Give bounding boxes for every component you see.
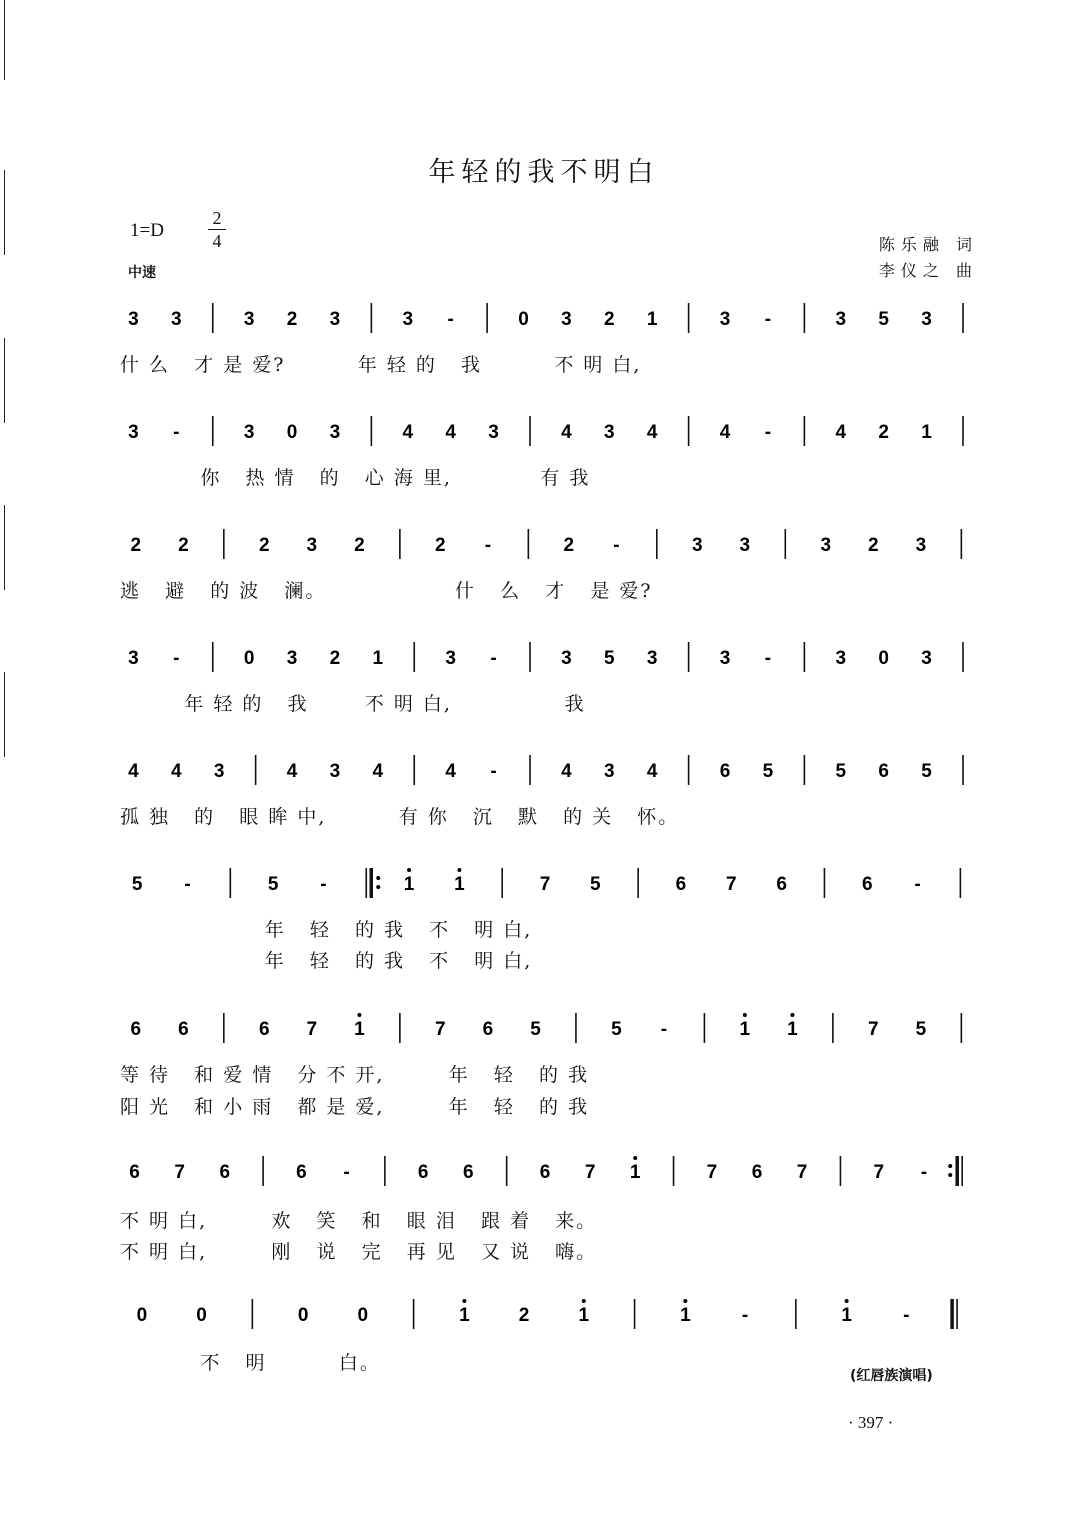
note: 1	[646, 309, 658, 330]
note: 2	[130, 535, 142, 556]
lyric-line: 你 热 情 的 心 海 里, 有 我	[120, 467, 591, 489]
note: -	[613, 535, 620, 556]
note: 3	[561, 648, 572, 669]
note: 3	[306, 535, 318, 556]
note: 6	[776, 874, 787, 895]
note: 4	[372, 761, 384, 782]
lyricist-credit: 陈乐融 词	[878, 235, 978, 254]
note: 0	[878, 648, 889, 669]
note: 4	[286, 761, 298, 782]
composer-credit: 李仪之 曲	[878, 261, 978, 280]
key-signature: 1=D	[130, 220, 164, 241]
high-octave-dot	[457, 868, 461, 872]
note: 3	[691, 535, 703, 556]
note: 1	[459, 1305, 470, 1326]
note: 0	[297, 1305, 309, 1326]
note: 2	[178, 535, 189, 556]
note: 4	[646, 761, 658, 782]
note: 2	[563, 535, 575, 556]
note: -	[764, 422, 772, 443]
note: 7	[306, 1019, 318, 1040]
high-octave-dot	[743, 1013, 747, 1017]
note: 1	[629, 1162, 641, 1183]
lyric-line: 年 轻 的 我 不 明 白, 我	[120, 693, 586, 715]
page-number: · 397 ·	[848, 1413, 894, 1432]
note: 4	[719, 422, 731, 443]
note: 3	[128, 648, 139, 669]
note: 5	[131, 874, 143, 895]
note: 3	[604, 761, 615, 782]
note: 4	[835, 422, 847, 443]
lyric-line: 逃 避 的 波 澜。 什 么 才 是 爱?	[120, 580, 653, 602]
note: 4	[561, 761, 572, 782]
note: 1	[372, 648, 384, 669]
note: 0	[518, 309, 529, 330]
note: -	[320, 874, 327, 895]
note: 7	[868, 1019, 879, 1040]
note: -	[490, 761, 497, 782]
note: 3	[604, 422, 615, 443]
note: 5	[604, 648, 615, 669]
performer-credit: (红唇族演唱)	[850, 1368, 933, 1384]
note: 3	[402, 309, 414, 330]
note: 3	[329, 761, 341, 782]
note: 3	[329, 422, 341, 443]
note: 5	[762, 761, 774, 782]
note: 6	[258, 1019, 270, 1040]
note: 7	[539, 874, 551, 895]
repeat-dot	[376, 876, 380, 880]
high-octave-dot	[683, 1299, 687, 1303]
note: 3	[488, 422, 499, 443]
note: 3	[915, 535, 927, 556]
note: -	[920, 1162, 928, 1183]
note: 6	[539, 1162, 551, 1183]
note: 3	[561, 309, 572, 330]
note: 7	[796, 1162, 808, 1183]
time-signature-bottom: 4	[212, 231, 222, 251]
high-octave-dot	[633, 1156, 637, 1160]
high-octave-dot	[790, 1013, 794, 1017]
note: 2	[604, 309, 615, 330]
note: 2	[258, 535, 270, 556]
note: 4	[646, 422, 658, 443]
note: 4	[445, 422, 456, 443]
note: 1	[454, 874, 465, 895]
note: 0	[357, 1305, 369, 1326]
note: 5	[267, 874, 279, 895]
note: 1	[787, 1019, 798, 1040]
note: 1	[921, 422, 932, 443]
note: 1	[841, 1305, 852, 1326]
note: 5	[878, 309, 889, 330]
note: 2	[868, 535, 879, 556]
high-octave-dot	[845, 1299, 849, 1303]
lyric-line: 不 明 白。	[120, 1352, 381, 1374]
repeat-dot	[948, 1173, 952, 1177]
note: 3	[921, 648, 932, 669]
note: 1	[680, 1305, 691, 1326]
note: 1	[739, 1019, 751, 1040]
high-octave-dot	[407, 868, 411, 872]
note: 0	[196, 1305, 207, 1326]
lyric-line: 什 么 才 是 爱? 年 轻 的 我 不 明 白,	[120, 354, 642, 376]
note: 0	[136, 1305, 148, 1326]
note: 5	[921, 761, 932, 782]
note: -	[914, 874, 921, 895]
high-octave-dot	[462, 1299, 466, 1303]
high-octave-dot	[357, 1013, 361, 1017]
note: -	[764, 648, 772, 669]
repeat-dot	[376, 885, 380, 889]
note: 6	[861, 874, 873, 895]
time-signature-top: 2	[212, 208, 222, 228]
note: 4	[402, 422, 414, 443]
note: 6	[878, 761, 889, 782]
note: -	[490, 648, 497, 669]
note: 5	[611, 1019, 622, 1040]
note: 3	[128, 422, 139, 443]
note: -	[903, 1305, 910, 1326]
note: 0	[286, 422, 298, 443]
lyric-line: 孤 独 的 眼 眸 中, 有 你 沉 默 的 关 怀。	[120, 806, 680, 828]
note: 6	[675, 874, 687, 895]
note: 1	[403, 874, 415, 895]
note: 3	[835, 648, 847, 669]
note: 4	[445, 761, 456, 782]
note: -	[484, 535, 492, 556]
repeat-dot	[948, 1164, 952, 1168]
song-title: 年轻的我不明白	[428, 157, 660, 188]
note: 2	[518, 1305, 530, 1326]
note: 6	[129, 1162, 140, 1183]
note: -	[764, 309, 772, 330]
note: 6	[463, 1162, 474, 1183]
note: 4	[561, 422, 572, 443]
note: 4	[171, 761, 182, 782]
note: 0	[243, 648, 255, 669]
note: 6	[296, 1162, 307, 1183]
note: 3	[243, 309, 255, 330]
note: 3	[646, 648, 658, 669]
lyric-line: 等 待 和 爱 情 分 不 开, 年 轻 的 我	[120, 1064, 590, 1086]
note: 6	[719, 761, 731, 782]
note: 2	[354, 535, 365, 556]
note: 3	[835, 309, 847, 330]
note: -	[173, 422, 180, 443]
note: 5	[590, 874, 601, 895]
note: 3	[719, 648, 731, 669]
note: 6	[219, 1162, 231, 1183]
note: 6	[417, 1162, 429, 1183]
note: 1	[354, 1019, 365, 1040]
lyric-line: 年 轻 的 我 不 明 白,	[120, 950, 533, 972]
note: -	[173, 648, 180, 669]
note: 3	[921, 309, 932, 330]
lyric-line: 阳 光 和 小 雨 都 是 爱, 年 轻 的 我	[120, 1096, 590, 1118]
note: 3	[128, 309, 139, 330]
note: 1	[578, 1305, 590, 1326]
note: 3	[243, 422, 255, 443]
note: 6	[751, 1162, 763, 1183]
note: 2	[329, 648, 341, 669]
note: 5	[530, 1019, 541, 1040]
note: -	[660, 1019, 668, 1040]
note: 7	[726, 874, 737, 895]
note: 3	[445, 648, 456, 669]
note: -	[447, 309, 454, 330]
note: 7	[706, 1162, 718, 1183]
note: 2	[878, 422, 889, 443]
lyric-line: 年 轻 的 我 不 明 白,	[120, 919, 533, 941]
note: 3	[213, 761, 225, 782]
tempo-marking: 中速	[128, 265, 156, 281]
note: 3	[286, 648, 298, 669]
note: 3	[171, 309, 182, 330]
note: 6	[130, 1019, 142, 1040]
lyric-line: 不 明 白, 欢 笑 和 眼 泪 跟 着 来。	[120, 1210, 598, 1232]
lyric-line: 不 明 白, 刚 说 完 再 见 又 说 嗨。	[120, 1241, 598, 1263]
note: 7	[584, 1162, 596, 1183]
note: 3	[329, 309, 341, 330]
note: 7	[873, 1162, 885, 1183]
note: 4	[128, 761, 139, 782]
note: 5	[915, 1019, 927, 1040]
note: 3	[739, 535, 751, 556]
note: -	[184, 874, 191, 895]
note: -	[741, 1305, 749, 1326]
note: 2	[286, 309, 298, 330]
note: 6	[482, 1019, 494, 1040]
note: 2	[435, 535, 446, 556]
note: 7	[174, 1162, 185, 1183]
note: 6	[178, 1019, 189, 1040]
high-octave-dot	[582, 1299, 586, 1303]
note: 7	[435, 1019, 446, 1040]
note: 3	[719, 309, 731, 330]
note: 3	[820, 535, 832, 556]
note: -	[343, 1162, 350, 1183]
note: 5	[835, 761, 847, 782]
